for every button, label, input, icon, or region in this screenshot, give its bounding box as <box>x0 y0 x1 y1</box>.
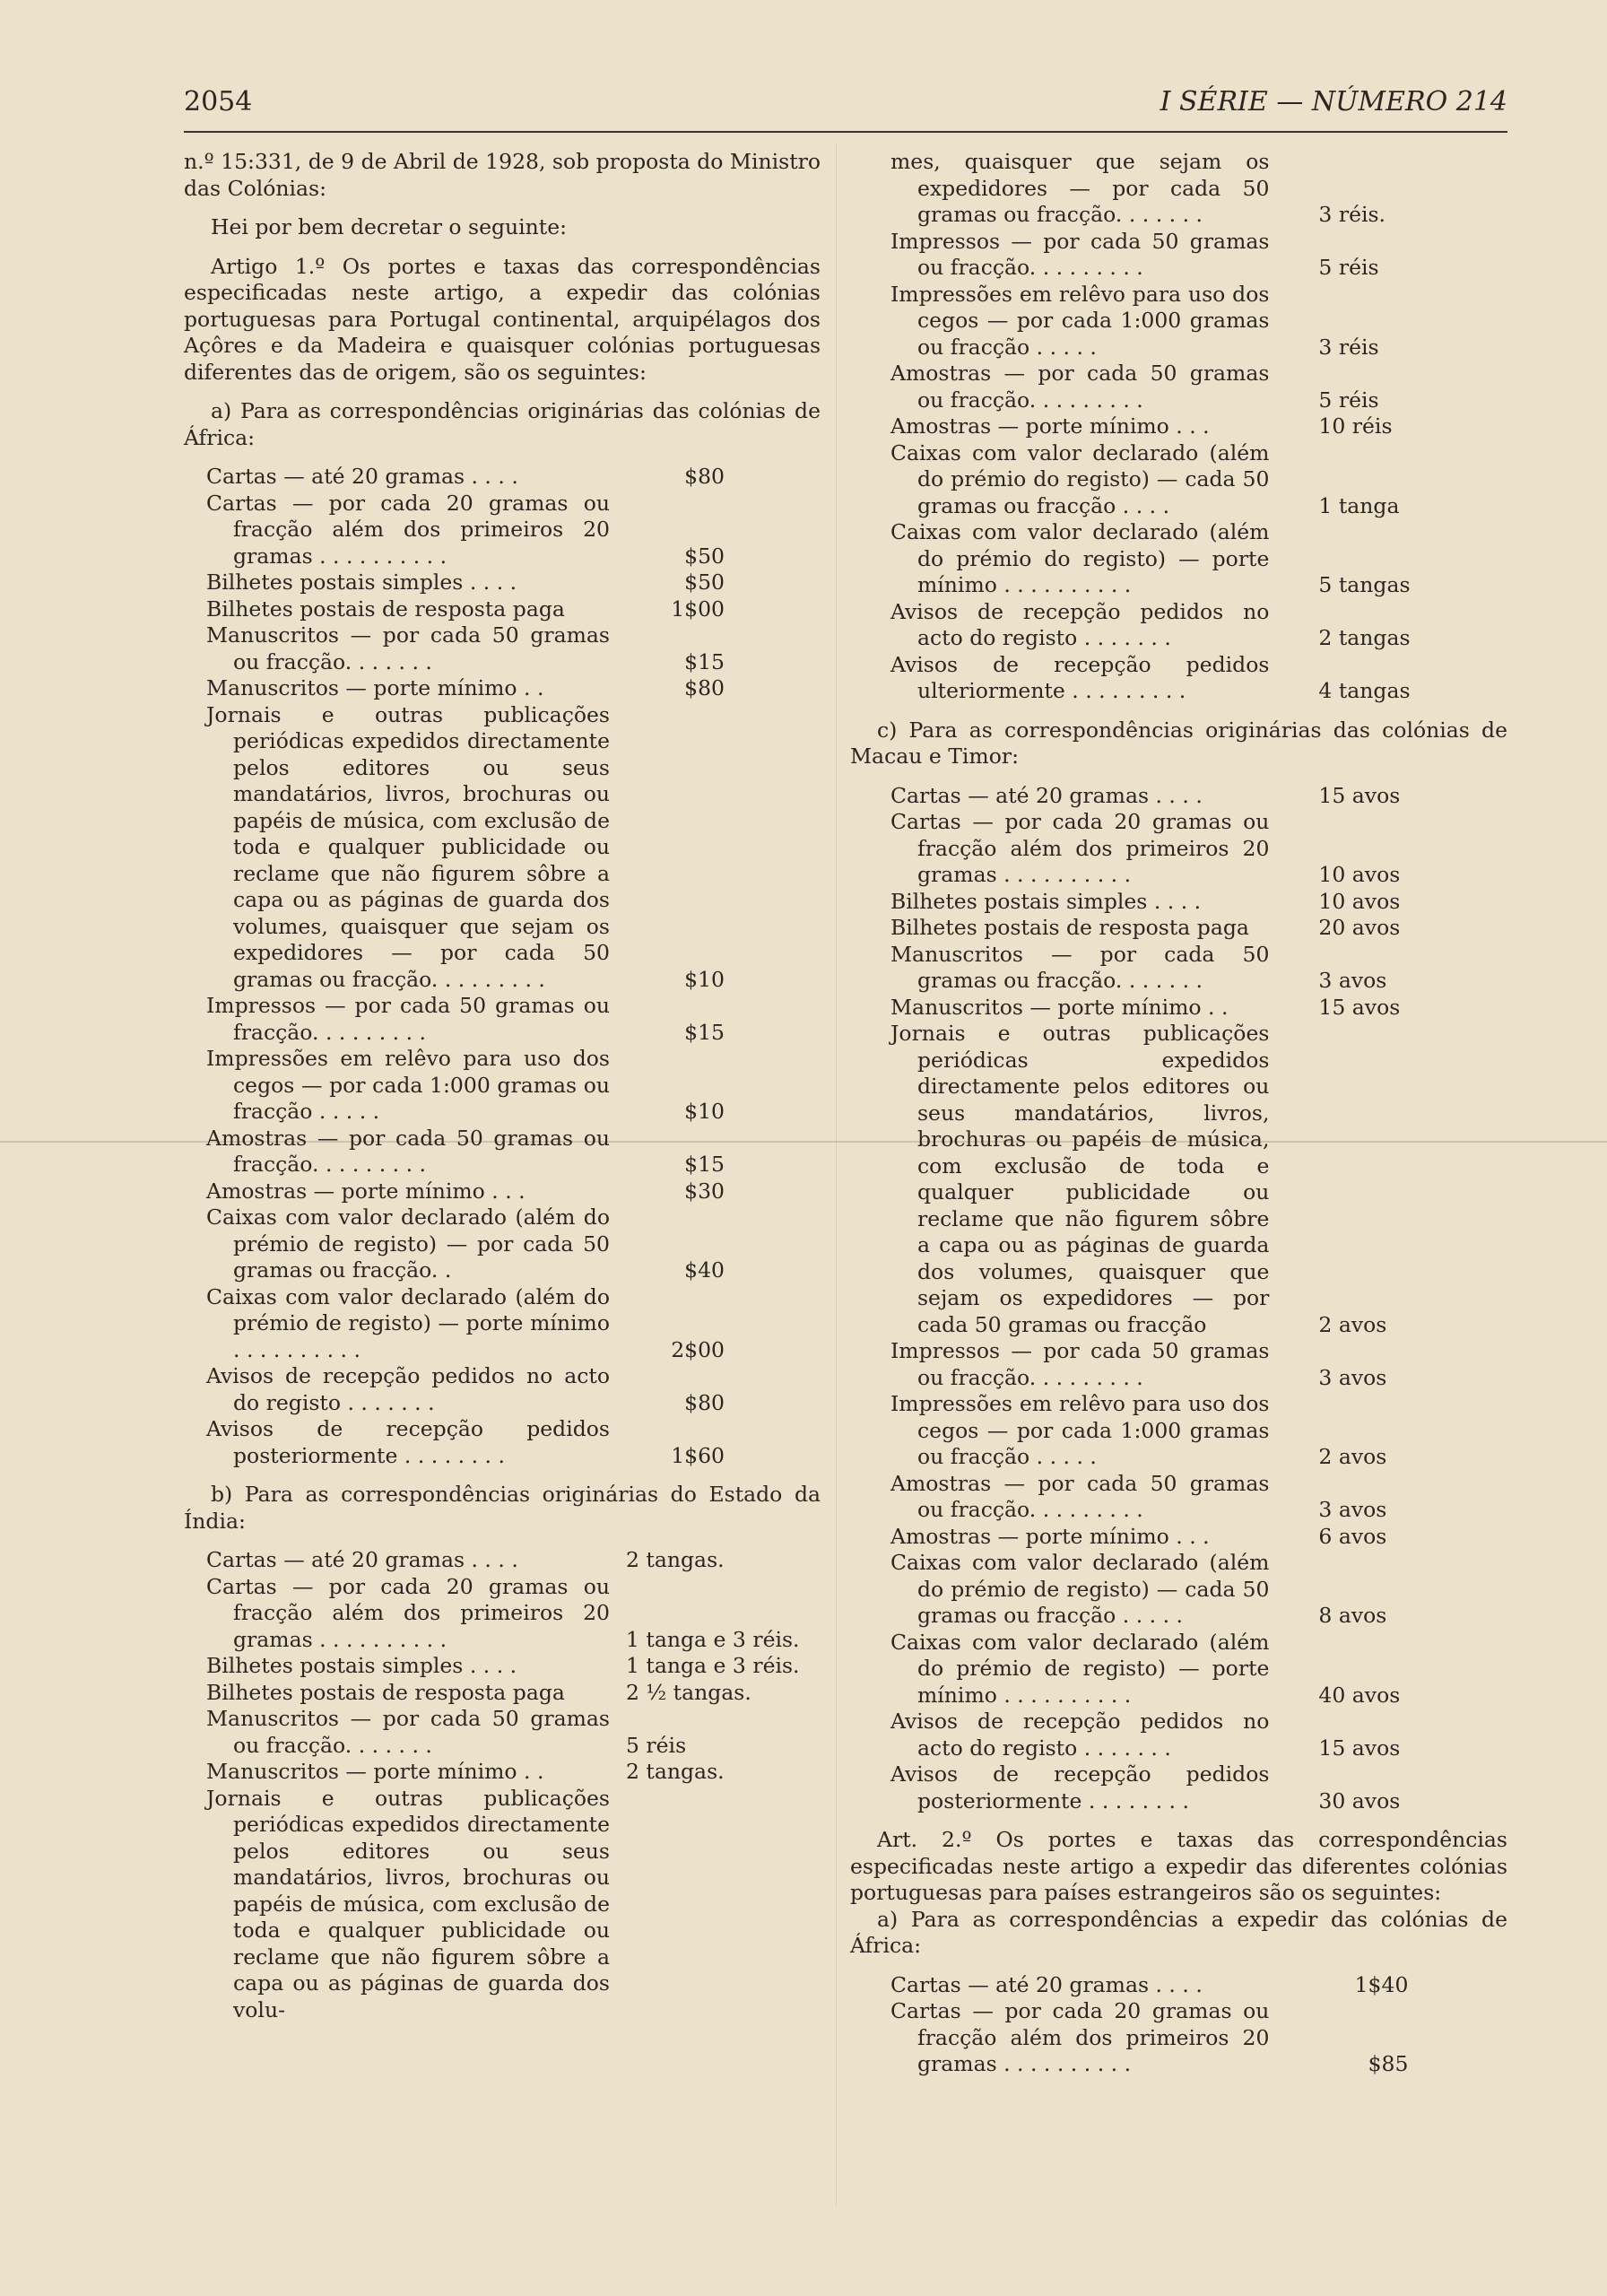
rate-entry <box>184 675 821 702</box>
rate-value: 6 avos <box>1318 1523 1387 1549</box>
rate-description: Manuscritos — por cada 50 gramas ou fracção. . . . . . . <box>206 622 610 674</box>
rate-value: 10 avos <box>1318 888 1401 914</box>
rate-value: $50 <box>684 570 725 595</box>
rate-description: Cartas — por cada 20 gramas ou fracção além dos primeiros 20 gramas . . . . . . . . . . <box>206 1573 610 1652</box>
rate-value: 40 avos <box>1318 1682 1401 1708</box>
rate-description: Cartas — até 20 gramas . . . . <box>206 1547 518 1572</box>
rate-value: $15 <box>684 648 725 674</box>
rate-description: Manuscritos — porte mínimo . . <box>206 1759 544 1784</box>
rate-entry <box>184 1126 821 1178</box>
rate-description: Bilhetes postais simples . . . . <box>890 888 1202 914</box>
article-1-paragraph: Artigo 1.º Os portes e taxas das correspondências especificadas neste artigo, a expedir das colónias portuguesas para Portugal continental, arquipélagos dos Açôres e da Madeira e quaisquer colónias portuguesas diferentes das de origem, são os seguintes: <box>184 253 821 385</box>
rate-description: Bilhetes postais simples . . . . <box>206 1653 517 1678</box>
rate-value: 5 réis <box>1318 387 1379 413</box>
rate-entry <box>184 1416 821 1469</box>
rate-description: Avisos de recepção pedidos posteriormente . . . . . . . . <box>206 1416 610 1468</box>
rate-description: Jornais e outras publicações periódicas expedidos directamente pelos editores ou seus mandatários, livros, brochuras ou papéis de música, com exclusão de toda e qualquer publicidade ou reclame que não figurem sôbre a capa ou as páginas de guarda dos volu- <box>206 1785 610 2022</box>
rate-value: 15 avos <box>1318 994 1401 1020</box>
rate-entry <box>850 1972 1507 1999</box>
rate-entry <box>850 1524 1507 1551</box>
rate-entry <box>850 440 1507 520</box>
rate-entry <box>850 1021 1507 1338</box>
rate-entry <box>184 464 821 491</box>
rate-value: 5 réis <box>626 1732 687 1758</box>
rate-value: 10 avos <box>1318 862 1401 887</box>
page-number: 2054 <box>184 86 253 117</box>
rate-entry <box>850 1391 1507 1471</box>
rate-value: 30 avos <box>1318 1787 1401 1813</box>
rate-list-india-continued <box>850 149 1507 705</box>
rate-entry <box>850 889 1507 916</box>
rate-description: Impressões em relêvo para uso dos cegos — por cada 1:000 gramas ou fracção . . . . . <box>206 1046 610 1124</box>
rate-description: Bilhetes postais de resposta paga <box>206 1679 565 1705</box>
rate-description: Jornais e outras publicações periódicas expedidos directamente pelos editores ou seus mandatários, livros, brochuras ou papéis de música, com exclusão de toda e qualquer publicidade ou reclame que não figurem sôbre a capa ou as páginas de guarda dos volumes, quaisquer que sejam os expedidores — por cada 50 gramas ou fracção. . . . . . . . . <box>206 701 610 992</box>
rate-entry <box>850 1471 1507 1524</box>
rate-entry <box>850 282 1507 361</box>
right-column <box>850 149 1507 2078</box>
rate-value: 20 avos <box>1318 915 1401 940</box>
rate-description: Bilhetes postais de resposta paga <box>890 915 1249 940</box>
rate-description: Manuscritos — porte mínimo . . <box>890 994 1229 1020</box>
rate-description: Amostras — porte mínimo . . . <box>206 1178 526 1204</box>
rate-entry <box>850 1338 1507 1391</box>
page-header <box>184 83 1507 133</box>
rate-value: $10 <box>684 966 725 992</box>
rate-entry <box>184 1363 821 1416</box>
rate-value: $15 <box>684 1019 725 1045</box>
rate-value: 2$00 <box>671 1336 725 1362</box>
section-b-heading: b) Para as correspondências originárias do Estado da Índia: <box>184 1482 821 1534</box>
rate-value: $80 <box>684 675 725 700</box>
rate-description: Amostras — por cada 50 gramas ou fracção. . . . . . . . . <box>890 361 1270 413</box>
rate-value: 1 tanga e 3 réis. <box>626 1626 800 1652</box>
rate-value: 15 avos <box>1318 1735 1401 1761</box>
rate-value: 5 réis <box>1318 255 1379 280</box>
rate-description: Amostras — porte mínimo . . . <box>890 413 1210 439</box>
rate-value: 4 tangas <box>1318 678 1411 703</box>
rate-value: $30 <box>684 1178 725 1204</box>
rate-entry <box>850 783 1507 810</box>
rate-entry <box>850 652 1507 705</box>
rate-description: Cartas — até 20 gramas . . . . <box>206 464 518 489</box>
rate-entry <box>184 1759 821 1786</box>
rate-value: 1 tanga e 3 réis. <box>626 1653 800 1678</box>
rate-description: Cartas — até 20 gramas . . . . <box>890 782 1203 808</box>
rate-entry <box>850 1761 1507 1814</box>
rate-value: 2 avos <box>1318 1311 1387 1337</box>
rate-entry <box>184 1547 821 1574</box>
rate-value: 3 avos <box>1318 1497 1387 1522</box>
rate-description: Impressos — por cada 50 gramas ou fracção. . . . . . . . . <box>890 1338 1270 1390</box>
rate-entry <box>850 229 1507 282</box>
rate-value: $80 <box>684 464 725 489</box>
rate-description: Amostras — porte mínimo . . . <box>890 1523 1210 1549</box>
rate-value: 5 tangas <box>1318 572 1411 597</box>
rate-description: Manuscritos — por cada 50 gramas ou fracção. . . . . . . <box>890 941 1270 993</box>
rate-entry <box>184 622 821 675</box>
rate-description: Caixas com valor declarado (além do prémio do registo) — cada 50 gramas ou fracção . . . . <box>890 439 1270 518</box>
rate-value: 3 avos <box>1318 1364 1387 1390</box>
rate-description: Avisos de recepção pedidos no acto do registo . . . . . . . <box>890 1709 1270 1761</box>
rate-value: $85 <box>1368 2051 1409 2076</box>
rate-description: Caixas com valor declarado (além do prémio de registo) — por cada 50 gramas ou fracção. . <box>206 1205 610 1283</box>
rate-description: Caixas com valor declarado (além do prémio de registo) — porte mínimo . . . . . . . . . . <box>890 1629 1270 1708</box>
rate-value: $80 <box>684 1389 725 1415</box>
rate-value: $40 <box>684 1257 725 1283</box>
rate-value: $50 <box>684 543 725 569</box>
rate-entry <box>850 519 1507 599</box>
rate-entry <box>184 596 821 623</box>
rate-entry <box>184 1205 821 1284</box>
rate-description: Manuscritos — por cada 50 gramas ou fracção. . . . . . . <box>206 1706 610 1758</box>
rate-description: Cartas — por cada 20 gramas ou fracção além dos primeiros 20 gramas . . . . . . . . . . <box>890 1998 1270 2076</box>
rate-list-macau-timor <box>850 783 1507 1815</box>
rate-entry <box>184 1653 821 1680</box>
rate-entry <box>850 995 1507 1022</box>
rate-entry <box>184 993 821 1046</box>
rate-value: 1$00 <box>671 596 725 622</box>
rate-entry <box>850 149 1507 229</box>
column-gutter <box>836 144 837 2206</box>
rate-description: Cartas — por cada 20 gramas ou fracção além dos primeiros 20 gramas . . . . . . . . . . <box>206 490 610 569</box>
rate-entry <box>850 599 1507 652</box>
rate-value: 15 avos <box>1318 782 1401 808</box>
rate-entry <box>850 413 1507 440</box>
rate-entry <box>184 1574 821 1654</box>
rate-description: Avisos de recepção pedidos ulteriormente . . . . . . . . . <box>890 651 1270 703</box>
rate-value: 2 tangas <box>1318 625 1411 650</box>
rate-description: Bilhetes postais simples . . . . <box>206 570 517 595</box>
rate-value: 3 réis <box>1318 334 1379 360</box>
rate-entry <box>184 702 821 994</box>
rate-description: Impressos — por cada 50 gramas ou fracção. . . . . . . . . <box>206 993 610 1045</box>
rate-value: 2 tangas. <box>626 1547 725 1572</box>
rate-description: Caixas com valor declarado (além do prémio de registo) — porte mínimo . . . . . . . . . . <box>206 1283 610 1362</box>
rate-list-foreign-africa <box>850 1972 1507 2078</box>
series-title: I SÉRIE — NÚMERO 214 <box>1160 86 1507 117</box>
rate-description: mes, quaisquer que sejam os expedidores — por cada 50 gramas ou fracção. . . . . . . <box>890 149 1270 227</box>
rate-list-africa <box>184 464 821 1469</box>
article-2-section-a-heading: a) Para as correspondências a expedir das colónias de África: <box>850 1906 1507 1958</box>
rate-list-india <box>184 1547 821 2023</box>
intro-paragraph: n.º 15:331, de 9 de Abril de 1928, sob proposta do Ministro das Colónias: <box>184 149 821 201</box>
rate-value: $15 <box>684 1152 725 1177</box>
rate-entry <box>184 1284 821 1364</box>
rate-description: Impressões em relêvo para uso dos cegos — por cada 1:000 gramas ou fracção . . . . . <box>890 1391 1270 1469</box>
rate-entry <box>184 1786 821 2024</box>
rate-entry <box>850 361 1507 413</box>
rate-description: Bilhetes postais de resposta paga <box>206 596 565 622</box>
rate-description: Caixas com valor declarado (além do prémio de registo) — cada 50 gramas ou fracção . . . . . <box>890 1550 1270 1628</box>
rate-entry <box>850 1550 1507 1630</box>
rate-description: Amostras — por cada 50 gramas ou fracção. . . . . . . . . <box>206 1125 610 1177</box>
rate-value: 10 réis <box>1318 413 1393 439</box>
rate-description: Avisos de recepção pedidos posteriormente . . . . . . . . <box>890 1761 1270 1813</box>
rate-entry <box>850 809 1507 889</box>
rate-entry <box>184 1680 821 1707</box>
left-column <box>184 149 821 2023</box>
rate-value: 8 avos <box>1318 1603 1387 1628</box>
rate-value: 1 tanga <box>1318 492 1400 518</box>
rate-value: 1$40 <box>1354 1971 1409 1997</box>
rate-description: Cartas — até 20 gramas . . . . <box>890 1971 1203 1997</box>
rate-description: Caixas com valor declarado (além do prémio do registo) — porte mínimo . . . . . . . . . . <box>890 519 1270 597</box>
rate-value: 2 ½ tangas. <box>626 1679 751 1705</box>
rate-description: Avisos de recepção pedidos no acto do registo . . . . . . . <box>206 1363 610 1415</box>
rate-entry <box>850 1630 1507 1709</box>
rate-value: 3 avos <box>1318 968 1387 993</box>
rate-description: Avisos de recepção pedidos no acto do registo . . . . . . . <box>890 598 1270 650</box>
rate-entry <box>184 570 821 596</box>
section-a-heading: a) Para as correspondências originárias das colónias de África: <box>184 398 821 450</box>
rate-value: 2 avos <box>1318 1444 1387 1469</box>
rate-description: Impressos — por cada 50 gramas ou fracção. . . . . . . . . <box>890 228 1270 280</box>
rate-description: Manuscritos — porte mínimo . . <box>206 675 544 700</box>
rate-value: 3 réis. <box>1318 202 1386 227</box>
rate-description: Cartas — por cada 20 gramas ou fracção além dos primeiros 20 gramas . . . . . . . . . . <box>890 809 1270 887</box>
rate-value: 1$60 <box>671 1442 725 1468</box>
rate-entry <box>850 1998 1507 2078</box>
rate-entry <box>850 915 1507 942</box>
rate-entry <box>850 942 1507 995</box>
rate-entry <box>184 1178 821 1205</box>
rate-description: Jornais e outras publicações periódicas expedidos directamente pelos editores ou seus mandatários, livros, brochuras ou papéis de música, com exclusão de toda e qualquer publicidade ou reclame que não figurem sôbre a capa ou as páginas de guarda dos volumes, quaisquer que sejam os expedidores — por cada 50 gramas ou fracção <box>890 1021 1270 1337</box>
rate-entry <box>184 1706 821 1759</box>
decree-paragraph: Hei por bem decretar o seguinte: <box>211 214 568 239</box>
rate-entry <box>850 1709 1507 1761</box>
rate-entry <box>184 491 821 570</box>
rate-description: Impressões em relêvo para uso dos cegos — por cada 1:000 gramas ou fracção . . . . . <box>890 281 1270 360</box>
rate-value: 2 tangas. <box>626 1759 725 1784</box>
rate-entry <box>184 1046 821 1126</box>
section-c-heading: c) Para as correspondências originárias das colónias de Macau e Timor: <box>850 717 1507 769</box>
rate-description: Amostras — por cada 50 gramas ou fracção. . . . . . . . . <box>890 1470 1270 1522</box>
rate-value: $10 <box>684 1099 725 1124</box>
article-2-paragraph: Art. 2.º Os portes e taxas das correspondências especificadas neste artigo a expedir das diferentes colónias portuguesas para países estrangeiros são os seguintes: <box>850 1827 1507 1905</box>
